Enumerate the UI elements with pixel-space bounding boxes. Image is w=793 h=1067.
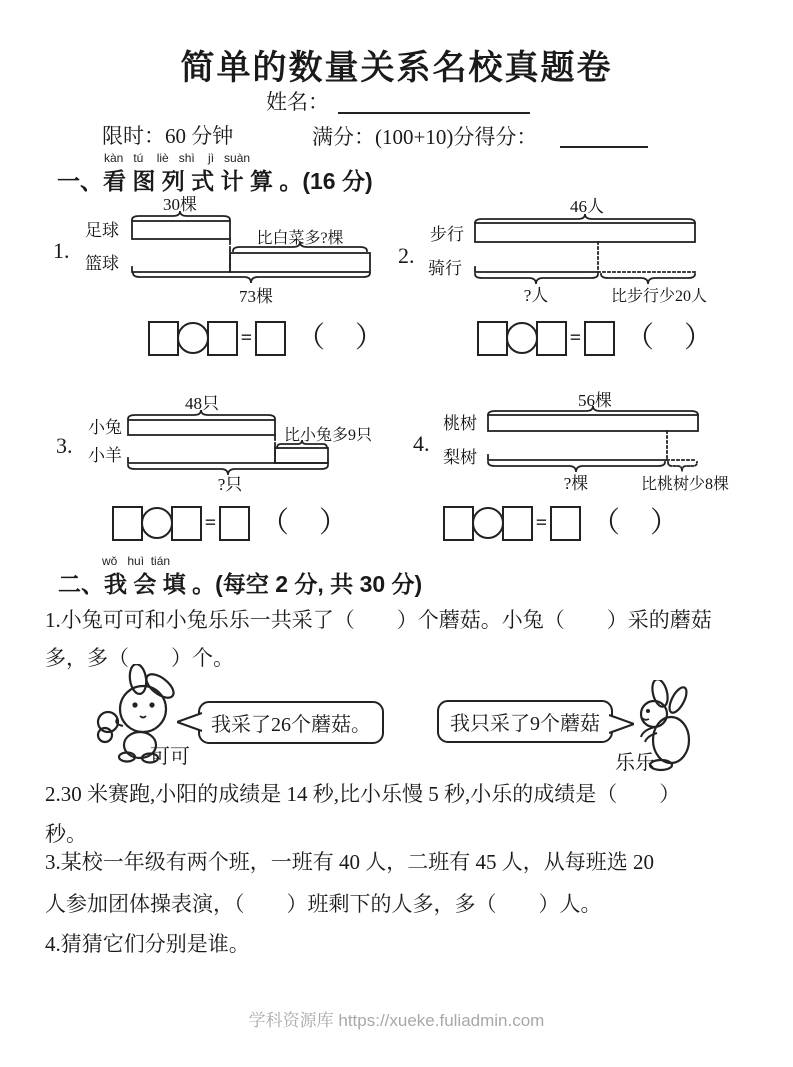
speech-bubble-left-text: 我采了26个蘑菇。 — [211, 714, 371, 736]
equation-blank-row-3 — [112, 505, 348, 541]
unit-paren-close: ） — [684, 321, 714, 354]
d3-top-brace — [128, 410, 275, 419]
time-limit-label: 限时：60 分钟 — [102, 124, 234, 148]
d3-row2-baseline — [128, 458, 328, 463]
equation-blank-row-1 — [148, 320, 384, 356]
operator-circle — [177, 322, 209, 354]
d4-row1-bar — [488, 415, 698, 431]
answer-box — [477, 321, 508, 356]
full-score-label: 满分：(100+10)分得分： — [312, 125, 538, 149]
equals-sign: = — [569, 326, 582, 349]
d4-row1-label: 桃树 — [443, 414, 477, 433]
answer-box — [584, 321, 615, 356]
answer-box — [219, 506, 250, 541]
speech-bubble-right-text: 我只采了9个蘑菇 — [450, 713, 600, 735]
q4-line: 4.猜猜它们分别是谁。 — [45, 932, 250, 956]
d1-top-brace — [132, 211, 230, 220]
d1-extra-label: 比白菜多?棵 — [256, 230, 344, 247]
d2-extra-label: 比步行少20人 — [610, 288, 708, 305]
unit-paren-open: （ — [625, 321, 655, 354]
rabbit-keke-name: 可可 — [150, 746, 190, 768]
operator-circle — [141, 507, 173, 539]
equation-blank-row-2 — [477, 320, 713, 356]
problem1-number: 1. — [53, 238, 70, 263]
speech-bubble-left — [198, 701, 384, 744]
q2-line1: 2.30 米赛跑,小阳的成绩是 14 秒,比小乐慢 5 秒,小乐的成绩是（ ） — [45, 782, 681, 806]
bar-diagram-4 — [435, 390, 755, 500]
d4-extra-brace-dotted — [668, 462, 697, 471]
bar-diagram-1 — [80, 196, 380, 308]
operator-circle — [472, 507, 504, 539]
rabbit-lele-name: 乐乐 — [615, 752, 655, 774]
equals-sign: = — [535, 511, 548, 534]
d2-row2-label: 骑行 — [428, 259, 462, 278]
section2-pinyin: wǒ huì tián — [102, 554, 171, 568]
page-title: 简单的数量关系名校真题卷 — [180, 49, 613, 87]
section2-title: 二、我 会 填 。(每空 2 分, 共 30 分) — [58, 571, 423, 597]
d3-bottom-brace — [128, 465, 328, 475]
bar-diagram-2 — [395, 196, 740, 308]
d3-row1-label: 小兔 — [88, 418, 122, 437]
name-blank-line — [338, 84, 530, 114]
answer-box — [502, 506, 533, 541]
unit-paren-open: （ — [296, 321, 326, 354]
equals-sign: = — [204, 511, 217, 534]
d2-unknown-label: ?人 — [523, 286, 549, 305]
answer-box — [536, 321, 567, 356]
unit-paren-open: （ — [260, 506, 290, 539]
speech-bubble-right — [437, 700, 613, 743]
d3-row2-extra-bar — [275, 448, 328, 463]
d2-top-value: 46人 — [570, 197, 604, 216]
d4-unknown-label: ?棵 — [563, 474, 589, 493]
speech-tail-right — [609, 714, 634, 734]
unit-paren-open: （ — [591, 506, 621, 539]
d1-row1-bar — [132, 221, 230, 239]
answer-box — [255, 321, 286, 356]
d4-top-brace — [488, 406, 698, 415]
d1-row2-label: 篮球 — [85, 254, 119, 273]
d2-top-brace — [475, 214, 695, 223]
d2-row1-bar — [475, 223, 695, 242]
d1-row1-label: 足球 — [85, 221, 119, 240]
problem3-number: 3. — [56, 433, 73, 458]
d1-top-value: 30棵 — [163, 196, 197, 214]
equals-sign: = — [240, 326, 253, 349]
d1-row2-extra-bar — [230, 253, 370, 272]
answer-box — [112, 506, 143, 541]
q1-line2: 多，多（ ）个。 — [45, 646, 234, 670]
d2-row1-label: 步行 — [430, 225, 464, 244]
d3-extra-label: 比小兔多9只 — [283, 427, 373, 444]
footer-watermark: 学科资源库 https://xueke.fuliadmin.com — [248, 1011, 545, 1030]
q3-line1: 3.某校一年级有两个班，一班有 40 人，二班有 45 人，从每班选 20 — [45, 850, 654, 874]
d1-bottom-brace — [133, 273, 370, 283]
d2-extra-brace — [601, 274, 695, 284]
name-label: 姓名： — [266, 90, 329, 114]
d2-row2-baseline — [475, 267, 598, 272]
answer-box — [171, 506, 202, 541]
operator-circle — [506, 322, 538, 354]
bar-diagram-3 — [80, 390, 390, 500]
score-blank-line — [560, 118, 648, 148]
d4-top-value: 56棵 — [578, 391, 612, 410]
d1-row2-baseline — [132, 267, 230, 272]
problem2-number: 2. — [398, 243, 415, 268]
q1-line1: 1.小兔可可和小兔乐乐一共采了（ ）个蘑菇。小兔（ ）采的蘑菇 — [45, 608, 712, 632]
answer-box — [148, 321, 179, 356]
section1-pinyin: kàn tú liè shì jì suàn — [104, 151, 251, 165]
q2-line2: 秒。 — [45, 822, 87, 846]
unit-paren-close: ） — [355, 321, 385, 354]
answer-box — [207, 321, 238, 356]
q3-line2: 人参加团体操表演，（ ）班剩下的人多，多（ ）人。 — [45, 892, 602, 916]
d3-bottom-value: ?只 — [217, 475, 243, 494]
speech-tail-left — [177, 712, 202, 732]
d3-row1-bar — [128, 420, 275, 435]
equation-blank-row-4 — [443, 505, 679, 541]
d4-row2-label: 梨树 — [443, 448, 477, 467]
problem4-number: 4. — [413, 431, 430, 456]
d3-top-value: 48只 — [185, 394, 219, 413]
unit-paren-close: ） — [650, 506, 680, 539]
answer-box — [443, 506, 474, 541]
unit-paren-close: ） — [319, 506, 349, 539]
d2-unknown-brace — [475, 274, 598, 284]
d4-extra-label: 比桃树少8棵 — [640, 476, 730, 493]
d4-row2-baseline — [488, 455, 667, 460]
d4-unknown-brace — [488, 462, 665, 472]
answer-box — [550, 506, 581, 541]
d3-row2-label: 小羊 — [88, 446, 122, 465]
section1-title: 一、看 图 列 式 计 算 。(16 分) — [57, 168, 373, 194]
d1-bottom-value: 73棵 — [239, 287, 273, 306]
